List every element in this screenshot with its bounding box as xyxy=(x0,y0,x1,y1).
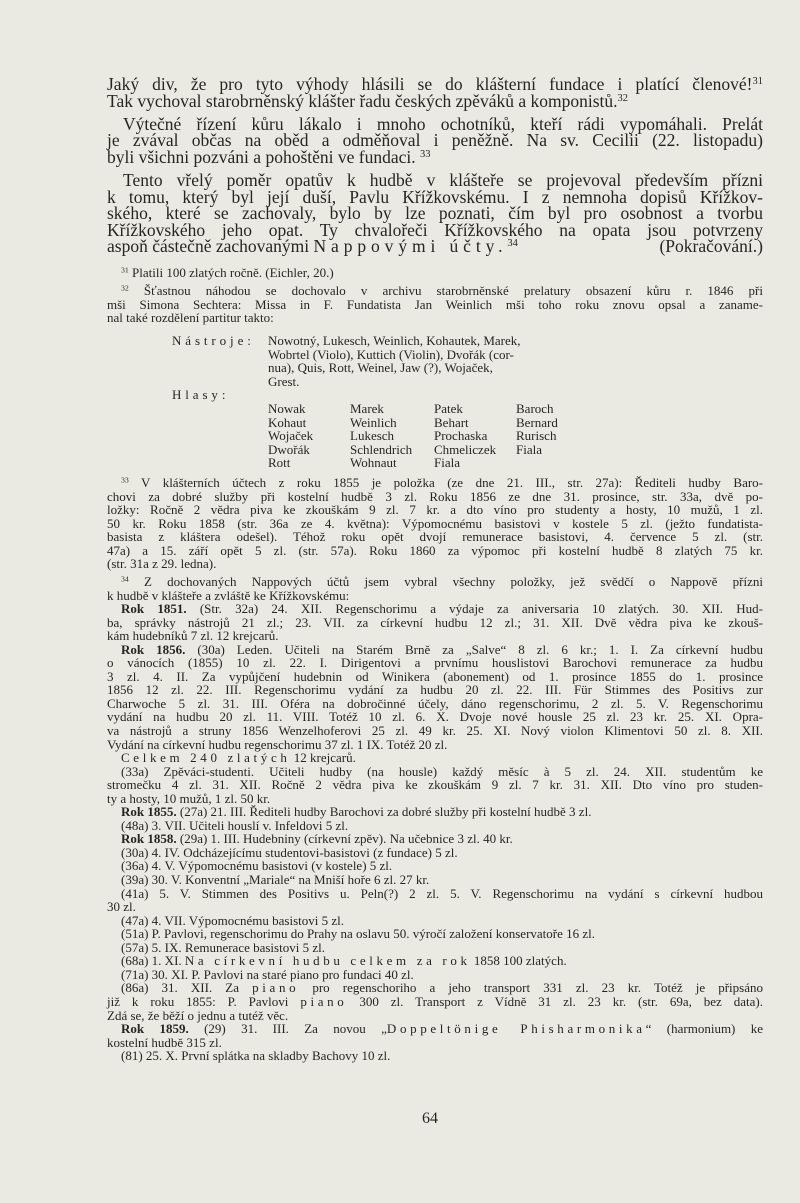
text-line xyxy=(107,710,763,724)
text-span: Platili 100 zlatých ročně. (Eichler, 20.) xyxy=(128,265,334,280)
spaced-emphasis: Celkem 240 zlatých xyxy=(121,750,291,766)
text-span: je zvával občas na oběd a odměňoval i peněžně. Na sv. Cecilii (22. listopadu) xyxy=(107,130,763,151)
text-span: (41a) 5. V. Stimmen des Positivs u. Peln(?) 2 zl. 5. V. Regenschorimu na vydání s církevní hudbou xyxy=(121,885,763,901)
text-span: 3 zl. 4. II. Za vypůjčení hudebnin od Winikera (abonement) od 1. prosince 1855 do 1. prosince xyxy=(107,668,763,684)
text-line xyxy=(107,298,763,312)
text-line xyxy=(107,927,763,941)
text-line xyxy=(107,530,763,544)
voices-table xyxy=(268,402,598,470)
paragraph xyxy=(107,1049,763,1063)
spaced-emphasis: Nappovými účty. xyxy=(313,236,508,257)
text-line xyxy=(107,146,763,167)
footnote-ref: 34 xyxy=(507,238,518,250)
voice-name: Rott xyxy=(268,455,291,471)
paragraph xyxy=(107,169,763,257)
text-line xyxy=(107,1036,763,1050)
text-span: V klášterních účtech z roku 1855 je položka (ze dne 21. III., str. 27a): Řediteli hudby Baro- xyxy=(128,475,763,490)
paragraph xyxy=(107,859,763,873)
spaced-emphasis: Na církevní hudbu celkem za rok xyxy=(184,953,471,969)
year-heading: Rok 1856. xyxy=(121,641,186,657)
paragraph xyxy=(107,914,763,928)
text-line xyxy=(107,503,763,517)
paragraph xyxy=(107,643,763,751)
paragraph xyxy=(107,113,763,167)
paragraph xyxy=(107,284,763,325)
text-span: mši Simona Sechtera: Missa in F. Fundatista Jan Weinlich mši toho roku znovu opsal a zaname- xyxy=(107,296,763,312)
text-span: Charwoche 5 zl. 31. III. Oféra na dobročinné účely, dáno regenschorimu, 2 zl. 5. V. Regenschorimu xyxy=(107,695,763,711)
text-span: Z dochovaných Nappových účtů jsem vybral všechny položky, jež svědčí o Nappově přízni xyxy=(128,574,763,589)
text-line xyxy=(107,819,763,833)
text-line xyxy=(107,476,763,490)
text-line xyxy=(107,900,763,914)
text-span: va nástrojů a struny 1856 Wenzelhoferovi 25 zl. 49 kr. 25. XI. Nový violon Klimentovi 50 zl. 8. XII. xyxy=(107,723,763,739)
text-span: 300 zl. Transport z Vídně 31 zl. 23 kr. (str. 69a, bez data). xyxy=(347,993,763,1009)
footnote-ref: 33 xyxy=(121,475,129,485)
text-span: chovi za dobré služby při kostelní hudbě 3 zl. Roku 1856 ze dne 31. prosince, str. 33a, dvě po- xyxy=(107,488,763,504)
paragraph xyxy=(107,751,763,765)
voice-name: Baroch xyxy=(516,401,554,416)
text-span: (str. 31a z 29. ledna). xyxy=(107,556,217,572)
text-span: ty a hosty, 10 mužů, 1 zl. 50 kr. xyxy=(107,790,271,806)
text-span: (57a) 5. IX. Remunerace basistovi 5 zl. xyxy=(121,939,325,955)
text-span: (33a) Zpěváci-studenti. Učiteli hudby (na housle) každý měsíc à 5 zl. 24. XII. studentům ke xyxy=(121,763,763,779)
footnote-32 xyxy=(107,284,763,325)
footnote-33 xyxy=(107,476,763,571)
voice-name: Schlendrich xyxy=(350,441,413,457)
paragraph xyxy=(107,476,763,571)
text-span: (27a) 21. III. Řediteli hudby Barochovi za dobré služby při kostelní hudbě 3 zl. xyxy=(176,804,592,820)
text-span: (71a) 30. XI. P. Pavlovi na staré piano pro fundaci 40 zl. xyxy=(121,966,414,982)
footnote-ref: 34 xyxy=(121,574,129,584)
text-span: (Str. 32a) 24. XII. Regenschorimu a výdaje za aniversaria 10 zlatých. 30. XII. Hud- xyxy=(186,601,763,617)
paragraph xyxy=(107,846,763,860)
text-line xyxy=(107,792,763,806)
text-line xyxy=(107,616,763,630)
paragraph xyxy=(107,765,763,806)
footnote-34 xyxy=(107,575,763,1063)
paragraph xyxy=(107,1022,763,1049)
text-span: ložky: Ročně 2 vědra piva ke zkouškám 9 zl. 7 kr. a dto víno pro studenty a hosty, 10 mužů, 1 zl. xyxy=(107,502,763,518)
voice-name: Chmeliczek xyxy=(434,441,497,457)
text-span: Tento vřelý poměr opatův k hudbě v klášteře se projevoval především přízni xyxy=(123,169,763,190)
text-span: 1858 100 zlatých. xyxy=(470,953,567,969)
text-span: Křížkovského jeho opat. Ty chvalořeči Křížkovského na opata jsou potvrzeny xyxy=(107,219,763,240)
paragraph xyxy=(107,819,763,833)
continuation-note: (Pokračování.) xyxy=(659,236,763,257)
text-span: (86a) 31. XII. Za xyxy=(121,980,253,996)
voice-name: Weinlich xyxy=(350,414,397,430)
paragraph xyxy=(107,575,763,602)
instruments-label: Nástroje: xyxy=(172,333,255,348)
paragraph xyxy=(107,805,763,819)
text-line xyxy=(107,873,763,887)
text-span: (36a) 4. V. Výpomocnému basistovi (v kostele) 5 zl. xyxy=(121,858,393,874)
text-line xyxy=(107,859,763,873)
text-span: ba, správky nástrojů 21 zl.; 23. VII. za církevní hudbu 12 zl.; 31. XII. Dvě vědra piva ke zkouš- xyxy=(107,614,763,630)
text-line xyxy=(107,738,763,752)
paragraph xyxy=(107,602,763,643)
text-line xyxy=(107,954,763,968)
text-span: k hudbě v klášteře a zvláště ke Křížkovskému: xyxy=(107,587,350,603)
text-line xyxy=(107,670,763,684)
text-line xyxy=(107,284,763,298)
text-span: 12 krejcarů. xyxy=(290,750,356,766)
main-text xyxy=(107,76,763,261)
text-span: byli všichni pozváni a pohoštěni ve fundaci. xyxy=(107,146,420,167)
text-line xyxy=(107,832,763,846)
footnote-ref: 32 xyxy=(121,283,129,293)
text-line xyxy=(107,941,763,955)
text-span: (39a) 30. V. Konventní „Mariale“ na Mniší hoře 6 zl. 27 kr. xyxy=(121,872,430,888)
text-line xyxy=(107,778,763,792)
text-span: “ (harmonium) ke xyxy=(645,1021,763,1037)
voice-name: Bernard xyxy=(516,414,558,430)
text-span: Šťastnou náhodou se dochovalo v archivu starobrněnské prelatury obsazení kůru r. 1846 při xyxy=(128,283,763,298)
text-line xyxy=(107,683,763,697)
paragraph xyxy=(107,887,763,914)
text-span: vydání na hudbu 20 zl. 11. VIII. Totéž 10 zl. 6. X. Dvoje nové housle 25 zl. 23 kr. 25. XI. Opra- xyxy=(107,709,763,725)
text-span: (29a) 1. III. Hudebniny (církevní zpěv). Na učebnice 3 zl. 40 kr. xyxy=(176,831,513,847)
text-line xyxy=(107,490,763,504)
instruments-list xyxy=(268,334,521,388)
voice-name: Dwořák xyxy=(268,441,310,457)
footnote-ref: 31 xyxy=(121,265,129,275)
voice-name: Wohnaut xyxy=(350,455,397,471)
text-line xyxy=(107,1049,763,1063)
text-line xyxy=(107,544,763,558)
text-span: (30a) 4. IV. Odcházejícímu studentovi-basistovi (z fundace) 5 zl. xyxy=(121,844,458,860)
text-span: (81) 25. X. První splátka na skladby Bachovy 10 zl. xyxy=(121,1048,391,1064)
paragraph xyxy=(107,832,763,846)
text-line xyxy=(107,995,763,1009)
text-line xyxy=(107,589,763,603)
text-line xyxy=(107,805,763,819)
voice-name: Lukesch xyxy=(350,428,395,444)
text-span: Zdá se, že běží o jednu a tutéž věc. xyxy=(107,1007,289,1023)
text-line xyxy=(107,311,763,325)
text-line xyxy=(107,1009,763,1023)
paragraph xyxy=(107,968,763,982)
text-span: (68a) 1. XI. xyxy=(121,953,185,969)
voice-name: Behart xyxy=(434,414,469,430)
paragraph xyxy=(107,266,763,280)
page-number: 64 xyxy=(422,1110,438,1127)
text-span: již k roku 1855: P. Pavlovi xyxy=(107,993,301,1009)
text-line xyxy=(107,557,763,571)
text-span: Vydání na církevní hudbu regenschorimu 37 zl. 1 IX. Totéž 20 zl. xyxy=(107,736,448,752)
voices-label: Hlasy: xyxy=(172,387,230,402)
text-line xyxy=(107,629,763,643)
text-span: 30 zl. xyxy=(107,899,136,915)
text-span: o vánocích (1855) 10 zl. 22. I. Dirigentovi a prvnímu houslistovi Barochovi remunerace za hudbu xyxy=(107,655,763,671)
text-line xyxy=(107,90,763,111)
text-line xyxy=(107,238,763,255)
text-span: (51a) P. Pavlovi, regenschorimu do Prahy na oslavu 50. výročí založení konservatoře 16 zl. xyxy=(121,926,596,942)
text-span: ského, které se zachovaly, bylo by lze poznati, čím byl pro osobnost a tvorbu xyxy=(107,203,763,224)
year-heading: Rok 1851. xyxy=(121,601,187,617)
voice-name: Patek xyxy=(434,401,463,416)
text-span: 47a) a 15. září opět 5 zl. (str. 57a). Roku 1860 za výpomoc při kostelní hudbě 8 zlatých 75 kr. xyxy=(107,542,763,558)
text-span: k tomu, který byl její duší, Pavlu Křížkovskému. I z nemnoha dopisů Křížkov- xyxy=(107,186,763,207)
text-line xyxy=(107,656,763,670)
voice-name xyxy=(516,456,598,470)
voice-name: Rurisch xyxy=(516,428,557,444)
year-heading: Rok 1858. xyxy=(121,831,177,847)
text-line xyxy=(107,765,763,779)
spaced-emphasis: piano xyxy=(300,993,348,1009)
paragraph xyxy=(107,873,763,887)
text-span: (48a) 3. VII. Učiteli houslí v. Infeldovi 5 zl. xyxy=(121,817,349,833)
text-span: 50 kr. Roku 1858 (str. 36a ze 4. května): Výpomocnému basistovi v kostele 5 zl. (ježto fundatista- xyxy=(107,515,763,531)
text-span: kostelní hudbě 315 zl. xyxy=(107,1034,222,1050)
instruments-line: nua), Quis, Rott, Weinel, Jaw (?), Wojaček, xyxy=(268,360,493,376)
paragraph xyxy=(107,954,763,968)
voice-name: Nowak xyxy=(268,401,306,416)
voice-name: Fiala xyxy=(434,455,460,471)
text-line xyxy=(107,846,763,860)
text-span: stromečku 4 zl. 31. XII. Ročně 2 vědra piva ke zkouškám 9 zl. 7 kr. 31. XII. Dto víno pro studen- xyxy=(107,777,763,793)
text-line xyxy=(107,887,763,901)
text-line xyxy=(107,968,763,982)
text-span: pro regenschoriho a jeho transport 331 zl. 23 kr. Totéž je připsáno xyxy=(299,980,763,996)
text-line xyxy=(107,575,763,589)
text-span: Výtečné řízení kůru lákalo i mnoho ochotníků, kteří rádi vypomáhali. Prelát xyxy=(123,113,763,134)
text-span: basista z kláštera odešel). Téhož roku opět dvojí remunerace basistovi, 4. července 5 zl. (str. xyxy=(107,529,763,545)
text-line xyxy=(107,602,763,616)
text-line xyxy=(107,517,763,531)
voice-name: Marek xyxy=(350,401,384,416)
year-heading: Rok 1859. xyxy=(121,1021,189,1037)
text-line xyxy=(107,724,763,738)
spaced-emphasis: Doppeltönige Phisharmonika xyxy=(386,1021,646,1037)
text-span: (29) 31. III. Za novou „ xyxy=(188,1021,387,1037)
voice-name: Kohaut xyxy=(268,414,307,430)
footnote-31 xyxy=(107,266,763,280)
footnote-ref: 32 xyxy=(617,92,628,104)
text-span: kám hudebníků 7 zl. 12 krejcarů. xyxy=(107,628,279,644)
text-line xyxy=(107,643,763,657)
instruments-line: Nowotný, Lukesch, Weinlich, Kohautek, Marek, xyxy=(268,333,521,348)
spaced-emphasis: piano xyxy=(252,980,300,996)
instruments-line: Wobrtel (Violo), Kuttich (Violin), Dvořák (cor- xyxy=(268,346,514,362)
paragraph xyxy=(107,927,763,941)
year-heading: Rok 1855. xyxy=(121,804,177,820)
text-line xyxy=(107,981,763,995)
text-line xyxy=(107,914,763,928)
text-span: (47a) 4. VII. Výpomocnému basistovi 5 zl. xyxy=(121,912,345,928)
footnote-ref: 31 xyxy=(752,76,763,88)
text-line xyxy=(107,751,763,765)
paragraph xyxy=(107,981,763,1022)
footnote-ref: 33 xyxy=(419,149,431,161)
text-span: 1856 12 zl. 22. III. Regenschorimu vydání za hudbu 20 zl. 22. III. Für Stimmes des Positivs zur xyxy=(107,682,763,698)
voice-name: Prochaska xyxy=(434,428,488,444)
text-span: Tak vychoval starobrněnský klášter řadu českých zpěváků a komponistů. xyxy=(107,90,618,111)
paragraph xyxy=(107,76,763,109)
voice-name: Wojaček xyxy=(268,428,314,444)
text-span: nal také rozdělení partitur takto: xyxy=(107,310,274,326)
text-span: Jaký div, že pro tyto výhody hlásili se do klášterní fundace i platící členové! xyxy=(107,74,753,94)
text-span: (30a) Leden. Učiteli na Starém Brně za „Salve“ 8 zl. 6 kr.; 1. I. Za církevní hudbu xyxy=(185,641,763,657)
instruments-line: Grest. xyxy=(268,373,300,389)
voice-name: Fiala xyxy=(516,441,542,457)
paragraph xyxy=(107,941,763,955)
text-line xyxy=(107,1022,763,1036)
text-span: aspoň částečně zachovanými xyxy=(107,236,314,257)
text-line xyxy=(107,697,763,711)
text-line xyxy=(107,266,763,280)
